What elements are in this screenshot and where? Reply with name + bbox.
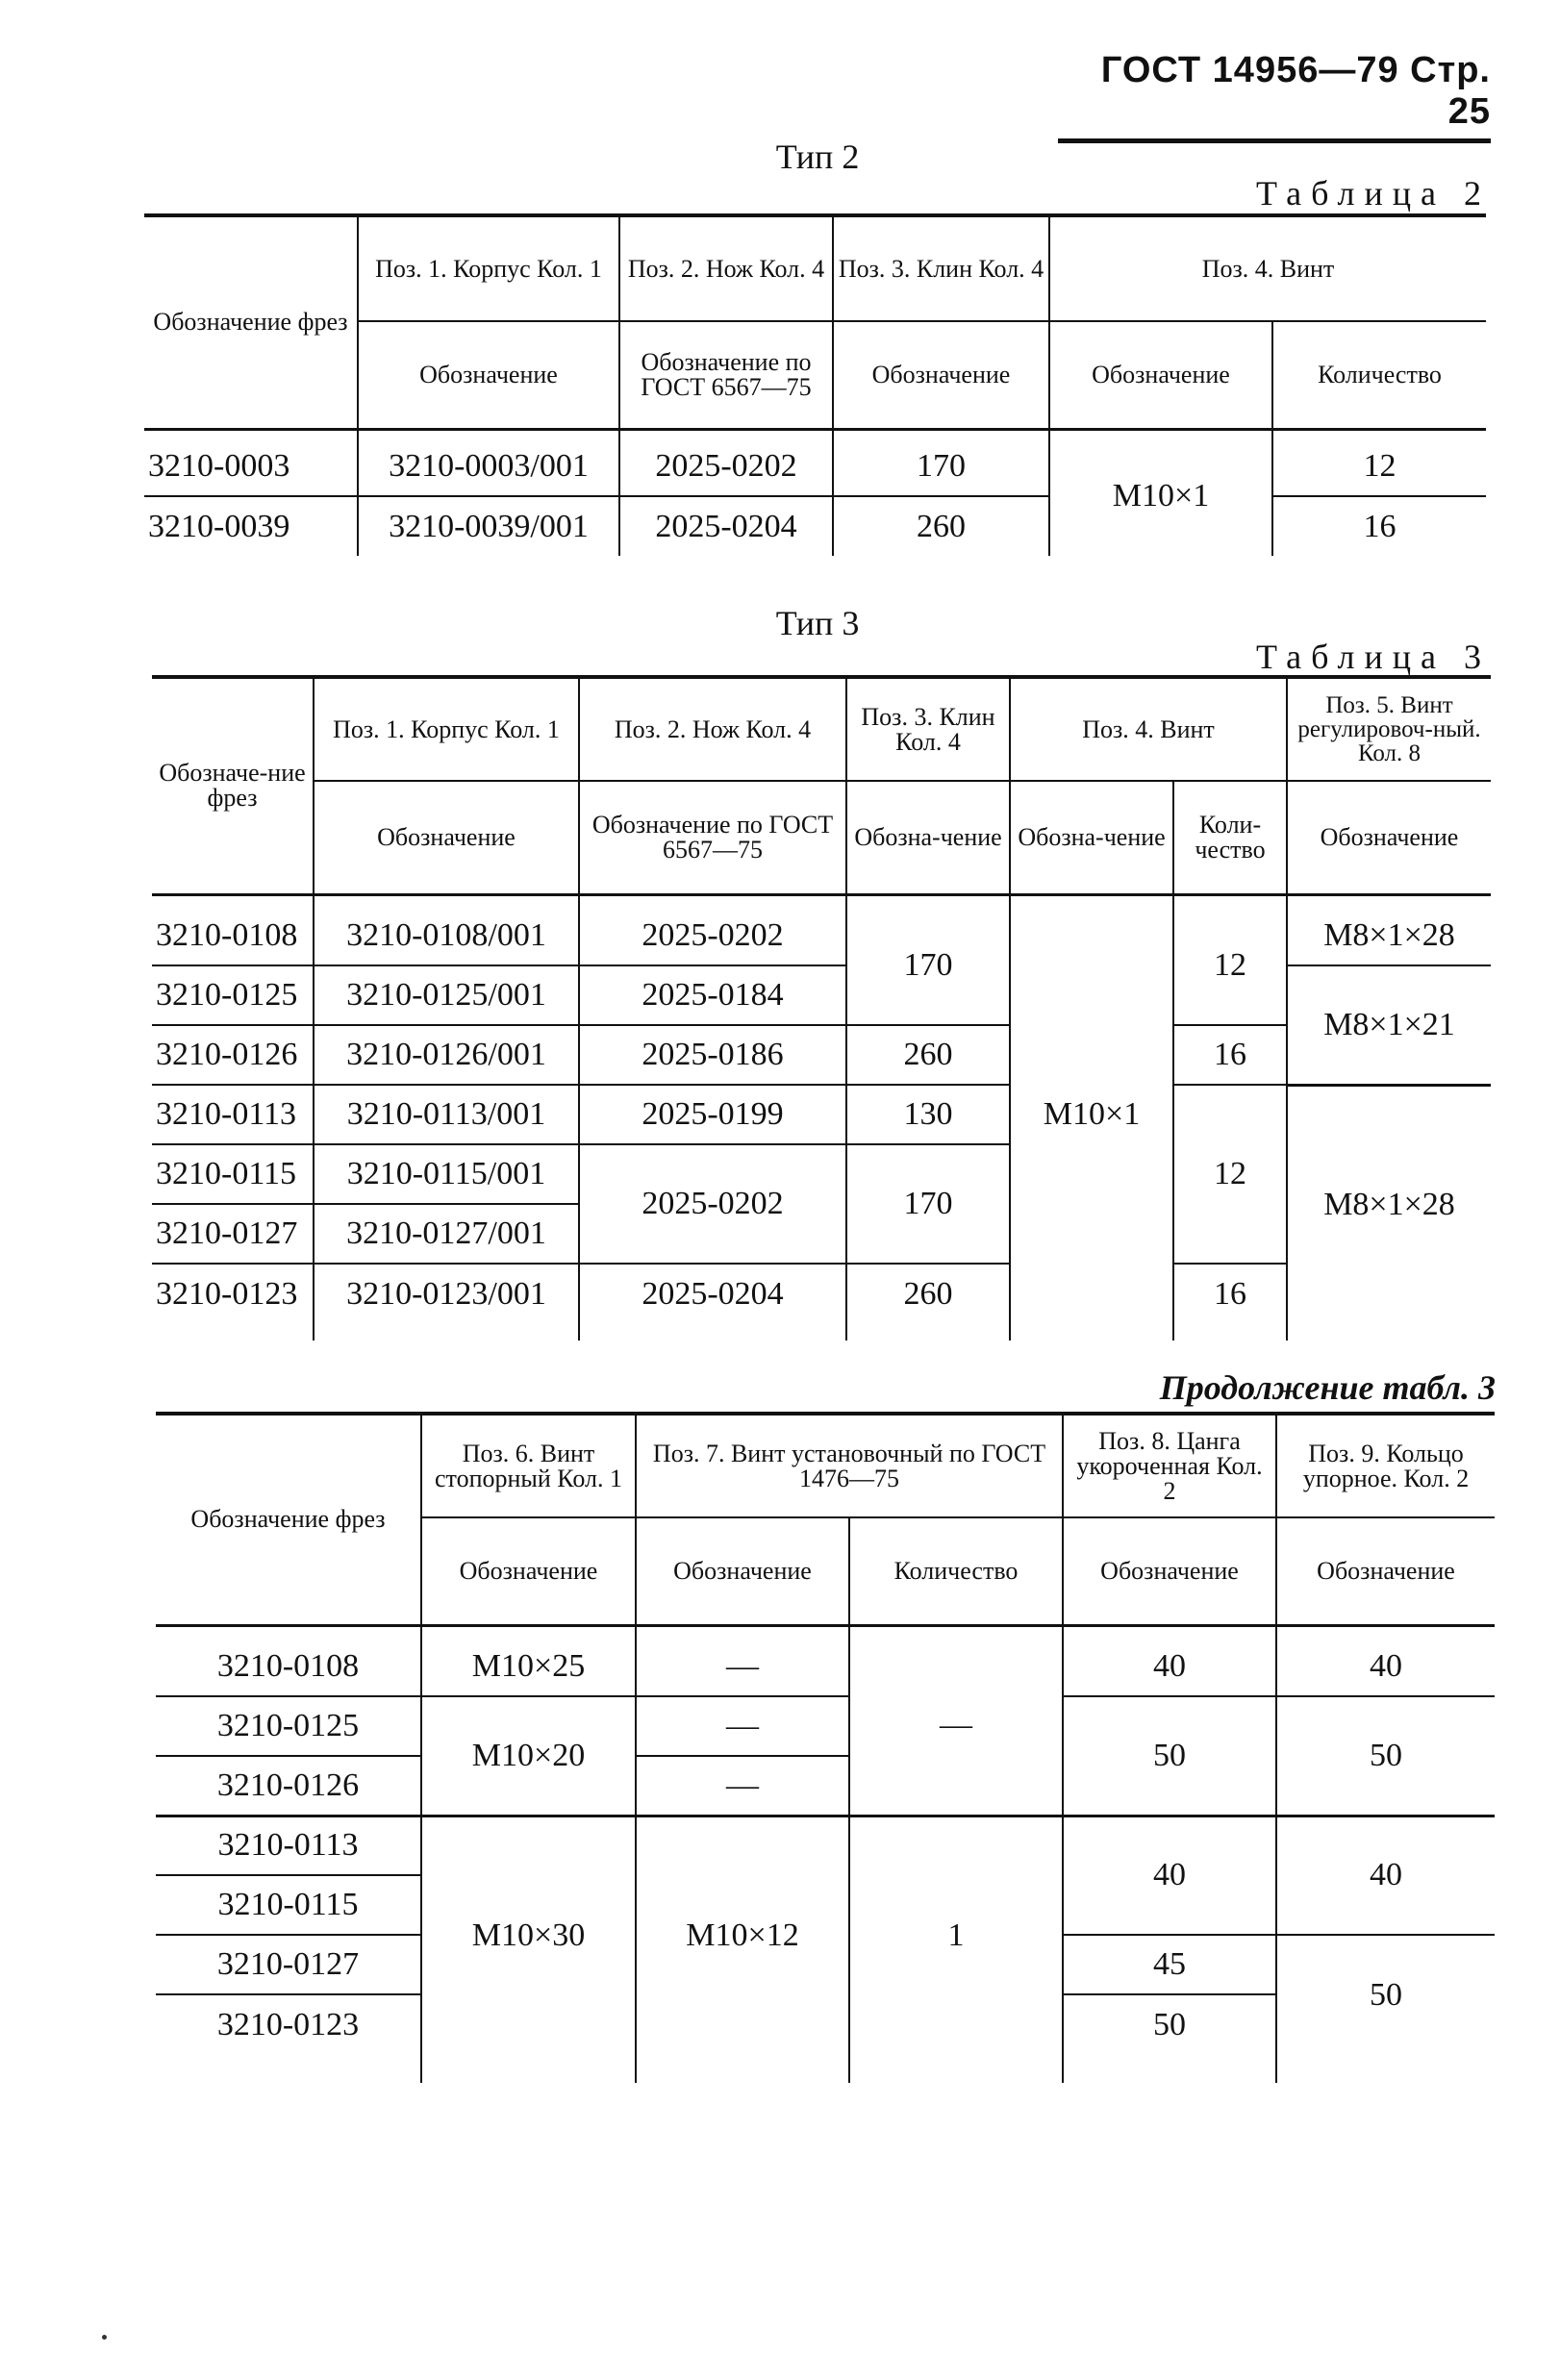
col-header-pos3: Поз. 3. Клин Кол. 4: [846, 677, 1010, 781]
table-cell: 3210-0115: [152, 1144, 314, 1204]
table-cell: 3210-0039/001: [358, 496, 619, 556]
sub-header-pos8: Обозначение: [1063, 1517, 1276, 1625]
table-cell: 3210-0003/001: [358, 437, 619, 496]
sub-header-pos1: Обозначение: [358, 321, 619, 429]
table-cell: 2025-0204: [619, 496, 833, 556]
sub-header-pos2: Обозначение по ГОСТ 6567—75: [619, 321, 833, 429]
col-header-designation: Обозначе-ние фрез: [152, 677, 314, 894]
table-cell: 16: [1173, 1264, 1287, 1323]
table-cell: 50: [1063, 1696, 1276, 1816]
col-header-pos4: Поз. 4. Винт: [1049, 215, 1486, 321]
table-cell: 2025-0202: [619, 437, 833, 496]
type3-title: Тип 3: [775, 604, 860, 642]
sub-header-pos7-designation: Обозначение: [636, 1517, 849, 1625]
page-mark: [102, 2335, 107, 2340]
table-cell: 3210-0123: [156, 1994, 421, 2054]
table-cell: 3210-0113: [156, 1816, 421, 1875]
table-cell: 3210-0003: [144, 437, 358, 496]
table-cell: 3210-0125: [156, 1696, 421, 1756]
table-cell: 50: [1276, 1696, 1495, 1816]
page-header: [1058, 50, 1491, 143]
header-text: ГОСТ 14956—79 Стр. 25: [1058, 50, 1491, 143]
sub-header-pos4-quantity: Количество: [1272, 321, 1486, 429]
table-cell: 3210-0126/001: [314, 1025, 579, 1085]
table-cell: 40: [1063, 1637, 1276, 1696]
table-cell: 3210-0126: [152, 1025, 314, 1085]
table-cell: 2025-0184: [579, 965, 846, 1025]
sub-header-pos6: Обозначение: [421, 1517, 636, 1625]
table-cell: 130: [846, 1085, 1010, 1144]
table-cell: 3210-0039: [144, 496, 358, 556]
table-cell: 3210-0127: [152, 1204, 314, 1264]
table-cell: 2025-0202: [579, 906, 846, 965]
table-cell: 3210-0127/001: [314, 1204, 579, 1264]
col-header-pos2: Поз. 2. Нож Кол. 4: [619, 215, 833, 321]
table-cell: 40: [1063, 1816, 1276, 1935]
sub-header-pos4-designation: Обозначение: [1049, 321, 1272, 429]
table-cell: М10×1: [1010, 906, 1173, 1323]
table-cell: 260: [846, 1025, 1010, 1085]
table-cell: 2025-0186: [579, 1025, 846, 1085]
table-cell: М8×1×28: [1323, 1186, 1455, 1222]
table-cell: 3210-0126: [156, 1756, 421, 1816]
type3-continuation-label: Продолжение табл. 3: [1159, 1368, 1496, 1407]
table-cell: 50: [1063, 1994, 1276, 2054]
table-cell: 12: [1173, 906, 1287, 1025]
type3-table: [152, 675, 1491, 1340]
col-header-pos9: Поз. 9. Кольцо упорное. Кол. 2: [1276, 1414, 1495, 1517]
col-header-designation: Обозначение фрез: [144, 215, 358, 429]
table-cell: 3210-0125: [152, 965, 314, 1025]
table-cell: 170: [846, 906, 1010, 1025]
type3-table-label: Таблица 3: [1256, 638, 1491, 676]
table-cell: 3210-0108/001: [314, 906, 579, 965]
sub-header-pos3: Обозна-чение: [846, 781, 1010, 894]
table-cell: 12: [1272, 437, 1486, 496]
table-cell: 3210-0115: [156, 1875, 421, 1935]
table-cell: —: [636, 1637, 849, 1696]
type3-continuation-table: [156, 1412, 1495, 2083]
sub-header-pos2: Обозначение по ГОСТ 6567—75: [579, 781, 846, 894]
table-cell: 3210-0113/001: [314, 1085, 579, 1144]
table-cell: 3210-0113: [152, 1085, 314, 1144]
table-cell: 16: [1363, 508, 1396, 544]
table-cell: 3210-0127: [156, 1935, 421, 1994]
table-cell: 45: [1063, 1935, 1276, 1994]
sub-header-pos4-quantity: Коли-чество: [1173, 781, 1287, 894]
table-cell: 260: [833, 496, 1049, 556]
table-cell: —: [636, 1696, 849, 1756]
table-cell: М10×25: [421, 1637, 636, 1696]
col-header-pos3: Поз. 3. Клин Кол. 4: [833, 215, 1049, 321]
table-cell: 3210-0108: [156, 1637, 421, 1696]
col-header-pos6: Поз. 6. Винт стопорный Кол. 1: [421, 1414, 636, 1517]
table-cell: 260: [846, 1264, 1010, 1323]
table-cell: М10×1: [1049, 437, 1272, 556]
table-cell: 40: [1276, 1816, 1495, 1935]
col-header-pos8: Поз. 8. Цанга укороченная Кол. 2: [1063, 1414, 1276, 1517]
table-cell: 12: [1173, 1085, 1287, 1264]
col-header-pos2: Поз. 2. Нож Кол. 4: [579, 677, 846, 781]
table-cell: М10×20: [421, 1696, 636, 1816]
col-header-pos5: Поз. 5. Винт регулировоч-ный. Кол. 8: [1287, 677, 1491, 781]
table-cell: 3210-0123: [152, 1264, 314, 1323]
sub-header-pos5: Обозначение: [1287, 781, 1491, 894]
table-cell: 40: [1276, 1637, 1495, 1696]
col-header-pos1: Поз. 1. Корпус Кол. 1: [314, 677, 579, 781]
table-cell: 2025-0204: [579, 1264, 846, 1323]
sub-header-pos1: Обозначение: [314, 781, 579, 894]
col-header-pos7: Поз. 7. Винт установочный по ГОСТ 1476—75: [636, 1414, 1063, 1517]
table-cell: 170: [846, 1144, 1010, 1264]
sub-header-pos7-quantity: Количество: [849, 1517, 1063, 1625]
table-cell: М10×12: [636, 1816, 849, 2054]
table-cell: 3210-0108: [152, 906, 314, 965]
sub-header-pos3: Обозначение: [833, 321, 1049, 429]
table-cell: 50: [1370, 1976, 1403, 2013]
table-cell: —: [636, 1756, 849, 1816]
col-header-pos4: Поз. 4. Винт: [1010, 677, 1287, 781]
type2-table-label: Таблица 2: [1256, 174, 1491, 213]
type2-table: [144, 213, 1486, 556]
table-cell: М8×1×21: [1287, 965, 1491, 1085]
table-cell: 3210-0115/001: [314, 1144, 579, 1204]
col-header-designation: Обозначение фрез: [156, 1414, 421, 1625]
sub-header-pos4-designation: Обозна-чение: [1010, 781, 1173, 894]
table-cell: М10×30: [421, 1816, 636, 2054]
table-cell: 16: [1173, 1025, 1287, 1085]
col-header-pos1: Поз. 1. Корпус Кол. 1: [358, 215, 619, 321]
sub-header-pos9: Обозначение: [1276, 1517, 1495, 1625]
table-cell: 3210-0125/001: [314, 965, 579, 1025]
table-cell: 2025-0199: [579, 1085, 846, 1144]
table-cell: 1: [849, 1816, 1063, 2054]
table-cell: М8×1×28: [1287, 906, 1491, 965]
table-cell: 2025-0202: [579, 1144, 846, 1264]
table-cell: —: [849, 1637, 1063, 1816]
type2-title: Тип 2: [775, 138, 860, 176]
table-cell: 3210-0123/001: [314, 1264, 579, 1323]
table-cell: 170: [833, 437, 1049, 496]
